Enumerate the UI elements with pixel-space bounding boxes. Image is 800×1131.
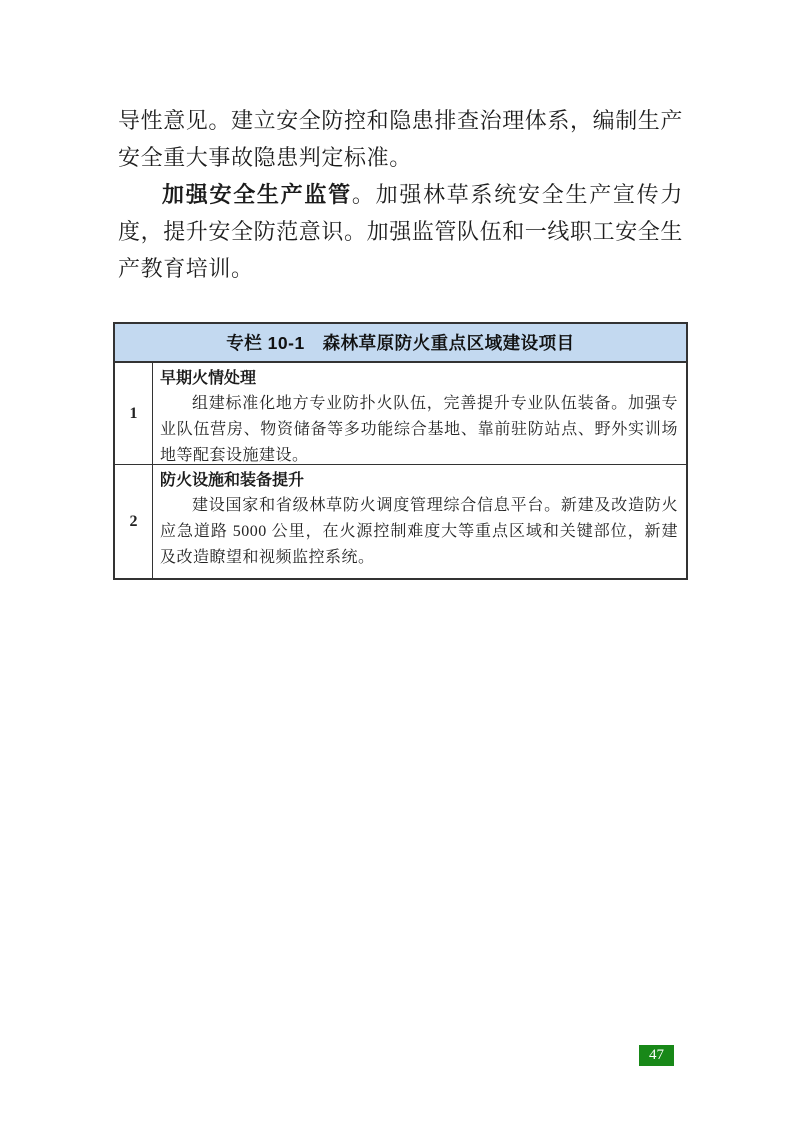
paragraph-bold-lead: 加强安全生产监管 [162, 182, 352, 207]
page-number-badge: 47 [639, 1045, 674, 1066]
paragraph-rest: 。加强林草系统安全生产宣传力度，提升安全防范意识。加强监管队伍和一线职工安全生产教育培训。 [118, 182, 684, 281]
table-row [115, 464, 686, 578]
row-body: 组建标准化地方专业防扑火队伍，完善提升专业队伍装备。加强专业队伍营房、物资储备等多功能综合基地、靠前驻防站点、野外实训场地等配套设施建设。 [160, 395, 678, 464]
row-body: 建设国家和省级林草防火调度管理综合信息平台。新建及改造防火应急道路 5000 公里，在火源控制难度大等重点区域和关键部位，新建及改造瞭望和视频监控系统。 [160, 497, 678, 566]
row-content [153, 465, 686, 578]
row-number: 1 [115, 363, 153, 464]
row-title: 防火设施和装备提升 [160, 472, 305, 489]
column-panel-10-1 [113, 322, 688, 580]
row-number: 2 [115, 465, 153, 578]
paragraph-supervision [118, 176, 683, 287]
paragraph-continuation: 导性意见。建立安全防控和隐患排查治理体系，编制生产安全重大事故隐患判定标准。 [118, 108, 684, 170]
table-row [115, 363, 686, 464]
row-title: 早期火情处理 [160, 370, 257, 387]
row-content [153, 363, 686, 464]
panel-title: 专栏 10-1 森林草原防火重点区域建设项目 [115, 324, 686, 363]
body-text-block [118, 102, 683, 287]
